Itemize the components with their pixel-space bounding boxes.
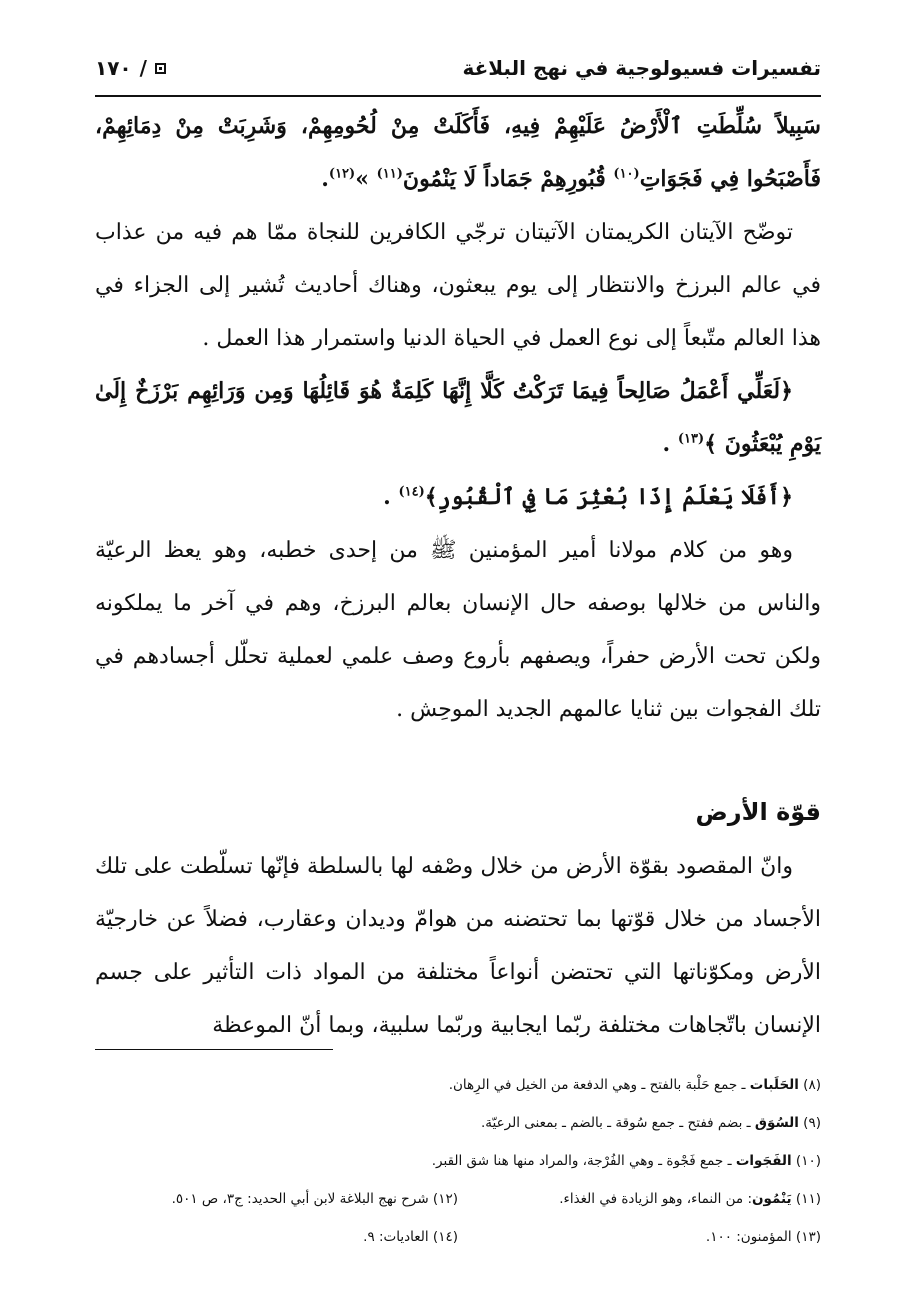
quran-text: . (383, 484, 399, 510)
footnote-ref-14: (١٤) (398, 484, 425, 500)
footnote-text: شرح نهج البلاغة لابن أبي الحديد: ج٣، ص ٥٠١. (171, 1191, 433, 1207)
book-page (95, 40, 821, 1280)
footnote-10 (95, 1146, 821, 1184)
square-bullet-icon (155, 63, 166, 74)
header-separator: / (139, 56, 147, 80)
paragraph-2: وهو من كلام مولانا أمير المؤمنين ﷺ من إحدى خطبه، وهو يعظ الرعيّة والناس من خلالها بوصفه حال الإنسان بعالم البرزخ، وهم في آخر ما يملكونه ولكن تحت الأرض حفراً، ويصفهم بأروع وصف علمي لعملية تحلّل أجسادهم في تلك الفجوات بين ثنايا عالمهم الجديد الموحِش . (95, 538, 821, 722)
footnote-term: السُوَق (754, 1115, 799, 1131)
footnote-ref-11: (١١) (376, 166, 403, 182)
verse-text: » (355, 166, 377, 192)
header-rule (95, 95, 821, 97)
footnote-11 (458, 1184, 821, 1222)
footnote-ref-13: (١٣) (677, 431, 705, 447)
footnote-8 (95, 1070, 821, 1108)
footnote-text: : من النماء، وهو الزيادة في الغذاء. (559, 1191, 752, 1207)
header-page-number (95, 56, 166, 80)
footnote-term: يَنْمُون (752, 1191, 792, 1207)
footnote-ref-12: (١٢) (328, 166, 356, 182)
footnote-term: الفَجَوات (735, 1153, 792, 1169)
header-title: تفسيرات فسيولوجية في نهج البلاغة (462, 56, 821, 80)
quran-text: ﴿لَعَلِّي أَعْمَلُ صَالِحاً فِيمَا تَرَكْتُ كَلَّا إِنَّهَا كَلِمَةٌ هُوَ قَائِلُهَا وَمِن وَرَائِهِم بَرْزَخٌ إِلَىٰ يَوْمِ يُبْعَثُونَ ﴾ (95, 378, 821, 457)
section-paragraph: وانّ المقصود بقوّة الأرض من خلال وصْفه لها بالسلطة فإنّها تسلّطت على تلك الأجساد من خلال قوّتها بما تحتضنه من هوامّ وديدان وعقارب، فضلاً عن خارجيّة الأرض ومكوّناتها التي تحتضن أنواعاً مختلفة من المواد ذات التأثير على جسم الإنسان باتّجاهات مختلفة ربّما ايجابية وربّما سلبية، وبما أنّ الموعظة (95, 854, 821, 1038)
verse-text: سَبِيلاً سُلِّطَتِ ٱلْأَرْضُ عَلَيْهِمْ فِيهِ، فَأَكَلَتْ مِنْ لُحُومِهِمْ، وَشَرِبَتْ مِنْ دِمَائِهِمْ، فَأَصْبَحُوا فِي فَجَوَاتِ (95, 113, 821, 192)
footnote-number: (١٢) (432, 1191, 458, 1207)
page-number: ١٧٠ (95, 56, 132, 80)
footnote-text: المؤمنون: ١٠٠. (705, 1229, 796, 1245)
footnotes (95, 1070, 821, 1260)
footnote-number: (١٠) (795, 1153, 821, 1169)
quran-verse-1 (95, 365, 821, 471)
footnote-row-11-12 (95, 1184, 821, 1222)
footnote-text: ـ جمع حَلْبة بالفتح ـ وهي الدفعة من الخيل في الرِهان. (448, 1077, 750, 1093)
footnote-number: (١١) (795, 1191, 821, 1207)
footnote-14 (95, 1222, 458, 1260)
main-text (95, 100, 821, 736)
footnote-13 (458, 1222, 821, 1260)
paragraph-1: توضّح الآيتان الكريمتان الآتيتان ترجّي الكافرين للنجاة ممّا هم فيه من عذاب في عالم البرزخ والانتظار إلى يوم يبعثون، وهناك أحاديث تُشير إلى الجزاء في هذا العالم متّبعاً إلى نوع العمل في الحياة الدنيا واستمرار هذا العمل . (95, 220, 821, 351)
footnote-number: (٨) (803, 1077, 821, 1093)
section-heading: قوّة الأرض (695, 798, 821, 826)
footnote-12 (95, 1184, 458, 1222)
quran-verse-2 (95, 471, 821, 524)
verse-text: . (321, 166, 329, 192)
footnote-9 (95, 1108, 821, 1146)
running-header (95, 50, 821, 90)
footnote-text: ـ بضم ففتح ـ جمع سُوقة ـ بالضم ـ بمعنى الرعيّة. (481, 1115, 755, 1131)
footnote-rule (95, 1049, 333, 1050)
footnote-number: (١٤) (432, 1229, 458, 1245)
verse-text: قُبُورِهِمْ جَمَاداً لَا يَنْمُونَ (402, 166, 614, 192)
footnote-number: (١٣) (795, 1229, 821, 1245)
footnote-row-13-14 (95, 1222, 821, 1260)
footnote-term: الحَلَبات (749, 1077, 799, 1093)
footnote-text: ـ جمع فَجْوة ـ وهي الفُرْجة، والمراد منها هنا شق القبر. (431, 1153, 736, 1169)
footnote-ref-10: (١٠) (613, 166, 640, 182)
footnote-text: العاديات: ٩. (363, 1229, 433, 1245)
quran-text: ﴿أَفَلَا يَعْلَمُ إِذَا بُعْثِرَ مَا فِي ٱلْقُبُورِ﴾ (424, 484, 793, 510)
footnote-number: (٩) (803, 1115, 821, 1131)
section-text (95, 840, 821, 1052)
quran-text: . (662, 431, 678, 457)
verse-continuation (95, 100, 821, 206)
